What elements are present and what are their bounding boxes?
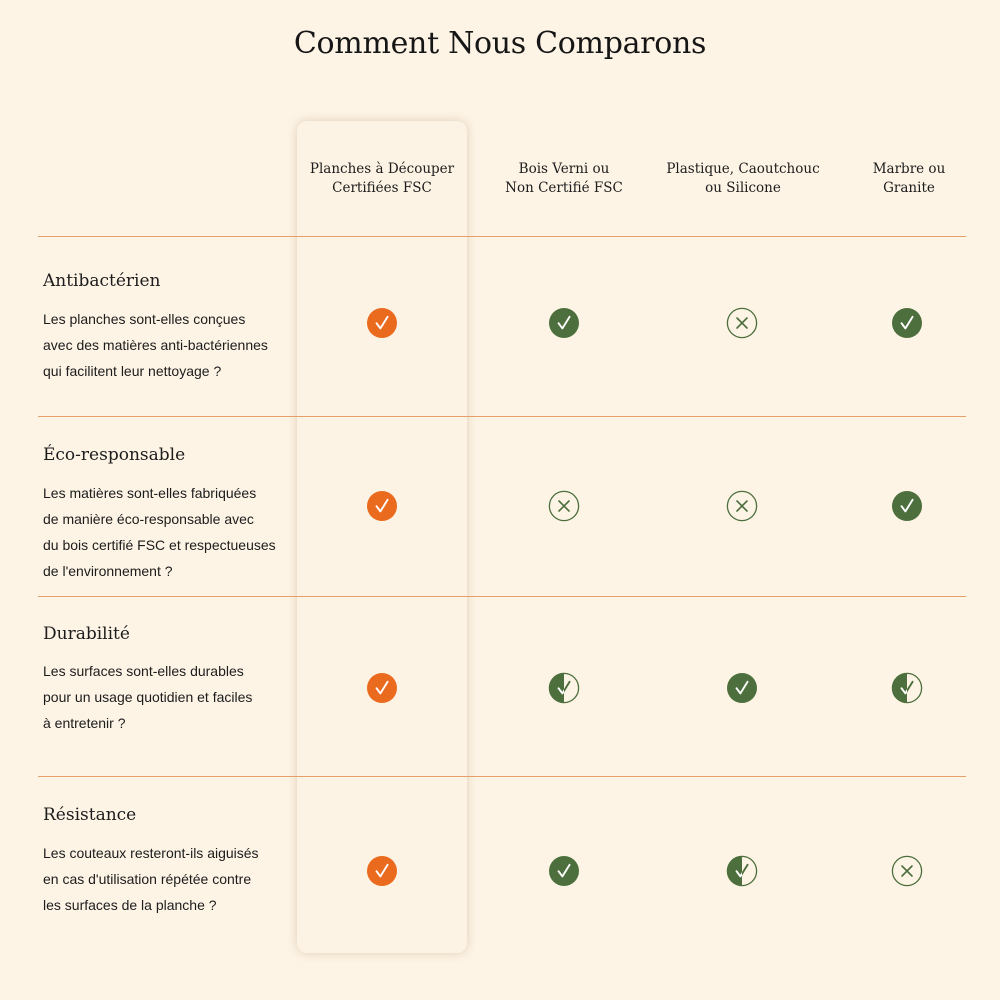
cross-circle-icon (891, 855, 923, 887)
row-description-eco-responsible (43, 480, 293, 584)
column-header-varnished-wood (469, 160, 659, 198)
check-circle-icon (548, 307, 580, 339)
description-line: Les planches sont-elles conçues (43, 311, 246, 327)
column-header-fsc (287, 160, 477, 198)
half-check-circle-icon (548, 672, 580, 704)
check-circle-icon (366, 672, 398, 704)
check-circle-icon (366, 307, 398, 339)
check-circle-icon (366, 855, 398, 887)
row-divider (38, 776, 966, 777)
description-line: avec des matières anti-bactériennes (43, 337, 268, 353)
row-description-antibacterial (43, 306, 293, 384)
row-divider (38, 596, 966, 597)
description-line: du bois certifié FSC et respectueuses (43, 537, 276, 553)
description-line: Les couteaux resteront-ils aiguisés (43, 845, 259, 861)
row-title-durability: Durabilité (43, 624, 130, 644)
check-circle-icon (726, 672, 758, 704)
check-circle-icon (548, 855, 580, 887)
row-title-antibacterial: Antibactérien (43, 271, 161, 291)
description-line: qui facilitent leur nettoyage ? (43, 363, 222, 379)
column-header-line: Bois Verni ou (518, 161, 610, 177)
description-line: de manière éco-responsable avec (43, 511, 254, 527)
column-header-line: Marbre ou (872, 161, 946, 177)
column-header-line: Plastique, Caoutchouc (666, 161, 820, 177)
column-header-plastic (648, 160, 838, 198)
row-description-durability (43, 658, 293, 736)
column-header-line: Certifiées FSC (332, 180, 432, 196)
cross-circle-icon (548, 490, 580, 522)
description-line: les surfaces de la planche ? (43, 897, 217, 913)
column-header-line: ou Silicone (705, 180, 781, 196)
check-circle-icon (891, 307, 923, 339)
row-divider (38, 416, 966, 417)
description-line: Les matières sont-elles fabriquées (43, 485, 257, 501)
description-line: en cas d'utilisation répétée contre (43, 871, 252, 887)
column-header-line: Granite (883, 180, 935, 196)
row-description-resistance (43, 840, 293, 918)
check-circle-icon (366, 490, 398, 522)
row-title-eco-responsible: Éco-responsable (43, 445, 186, 465)
cross-circle-icon (726, 307, 758, 339)
page-title: Comment Nous Comparons (293, 26, 707, 61)
row-title-resistance: Résistance (43, 805, 137, 825)
row-divider (38, 236, 966, 237)
column-header-line: Non Certifié FSC (505, 180, 623, 196)
column-header-line: Planches à Découper (309, 161, 455, 177)
half-check-circle-icon (891, 672, 923, 704)
half-check-circle-icon (726, 855, 758, 887)
column-header-marble (814, 160, 1000, 198)
description-line: de l'environnement ? (43, 563, 173, 579)
description-line: Les surfaces sont-elles durables (43, 663, 244, 679)
check-circle-icon (891, 490, 923, 522)
description-line: à entretenir ? (43, 715, 126, 731)
description-line: pour un usage quotidien et faciles (43, 689, 253, 705)
highlighted-column (297, 121, 467, 953)
cross-circle-icon (726, 490, 758, 522)
